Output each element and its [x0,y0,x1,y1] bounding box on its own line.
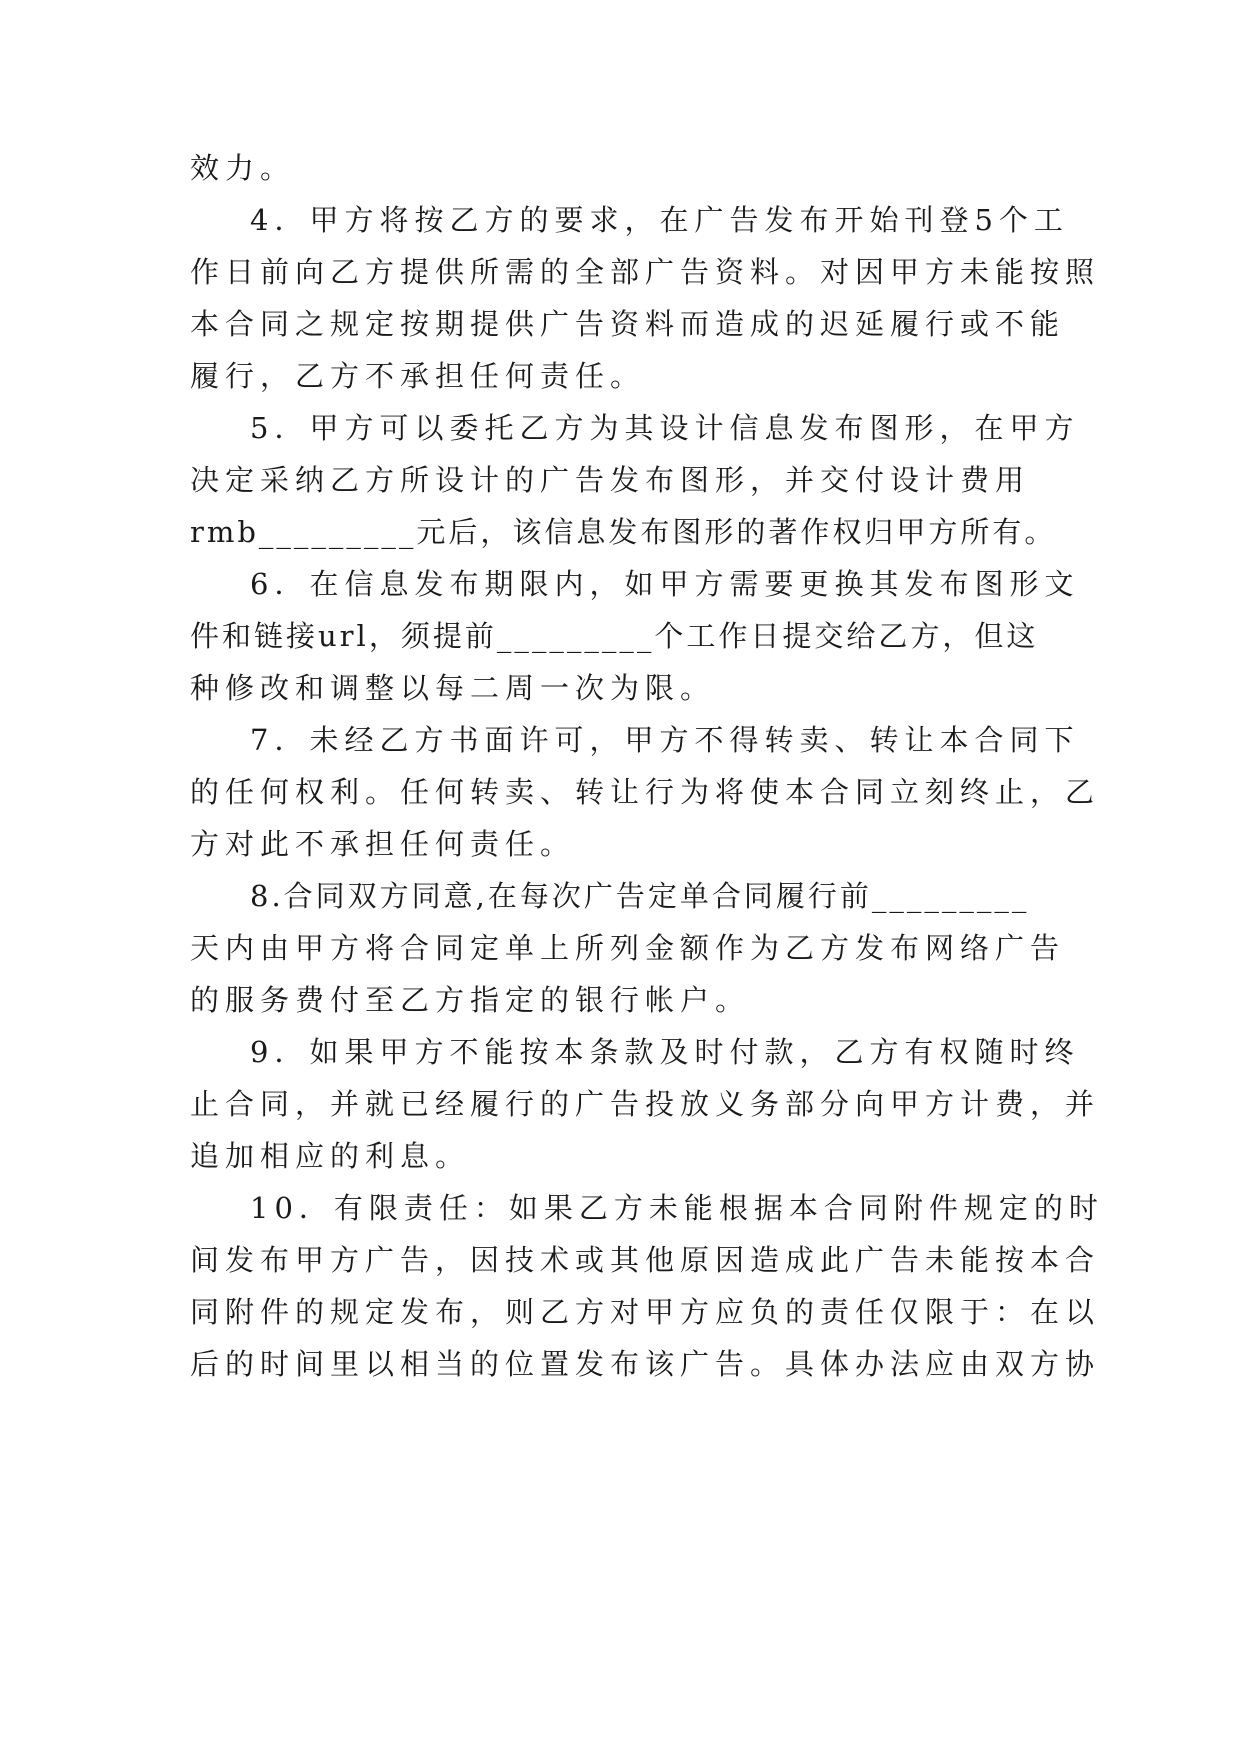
text-line: 决定采纳乙方所设计的广告发布图形，并交付设计费用 [190,463,1031,497]
text-line: 种修改和调整以每二周一次为限。 [190,671,716,705]
text-line: 作日前向乙方提供所需的全部广告资料。对因甲方未能按照 [190,255,1101,289]
text-line: 的任何权利。任何转卖、转让行为将使本合同立刻终止，乙 [190,775,1101,809]
clause-10-line: 10．有限责任：如果乙方未能根据本合同附件规定的时 [250,1191,1104,1225]
clause-6-line: 6．在信息发布期限内，如甲方需要更换其发布图形文 [250,567,1080,601]
text-line: 追加相应的利息。 [190,1139,471,1173]
clause-4-line: 4．甲方将按乙方的要求，在广告发布开始刊登5个工 [250,203,1069,237]
text-line: 天内由甲方将合同定单上所列金额作为乙方发布网络广告 [190,931,1066,965]
text-line: 的服务费付至乙方指定的银行帐户。 [190,983,751,1017]
clause-5-line: 5．甲方可以委托乙方为其设计信息发布图形，在甲方 [250,411,1080,445]
text-line: 后的时间里以相当的位置发布该广告。具体办法应由双方协 [190,1347,1101,1381]
text-line: 效力。 [190,151,296,185]
text-line: 本合同之规定按期提供广告资料而造成的迟延履行或不能 [190,307,1066,341]
text-line: 同附件的规定发布，则乙方对甲方应负的责任仅限于：在以 [190,1295,1101,1329]
text-line: 止合同，并就已经履行的广告投放义务部分向甲方计费，并 [190,1087,1101,1121]
text-line: 方对此不承担任何责任。 [190,827,576,861]
clause-8-line: 8.合同双方同意,在每次广告定单合同履行前_________ [250,879,1030,913]
clause-7-line: 7．未经乙方书面许可，甲方不得转卖、转让本合同下 [250,723,1080,757]
text-line: 履行，乙方不承担任何责任。 [190,359,646,393]
text-line: rmb_________元后，该信息发布图形的著作权归甲方所有。 [190,515,1057,549]
text-line: 件和链接url，须提前_________个工作日提交给乙方，但这 [190,619,1039,653]
clause-9-line: 9．如果甲方不能按本条款及时付款，乙方有权随时终 [250,1035,1080,1069]
text-line: 间发布甲方广告，因技术或其他原因造成此广告未能按本合 [190,1243,1101,1277]
